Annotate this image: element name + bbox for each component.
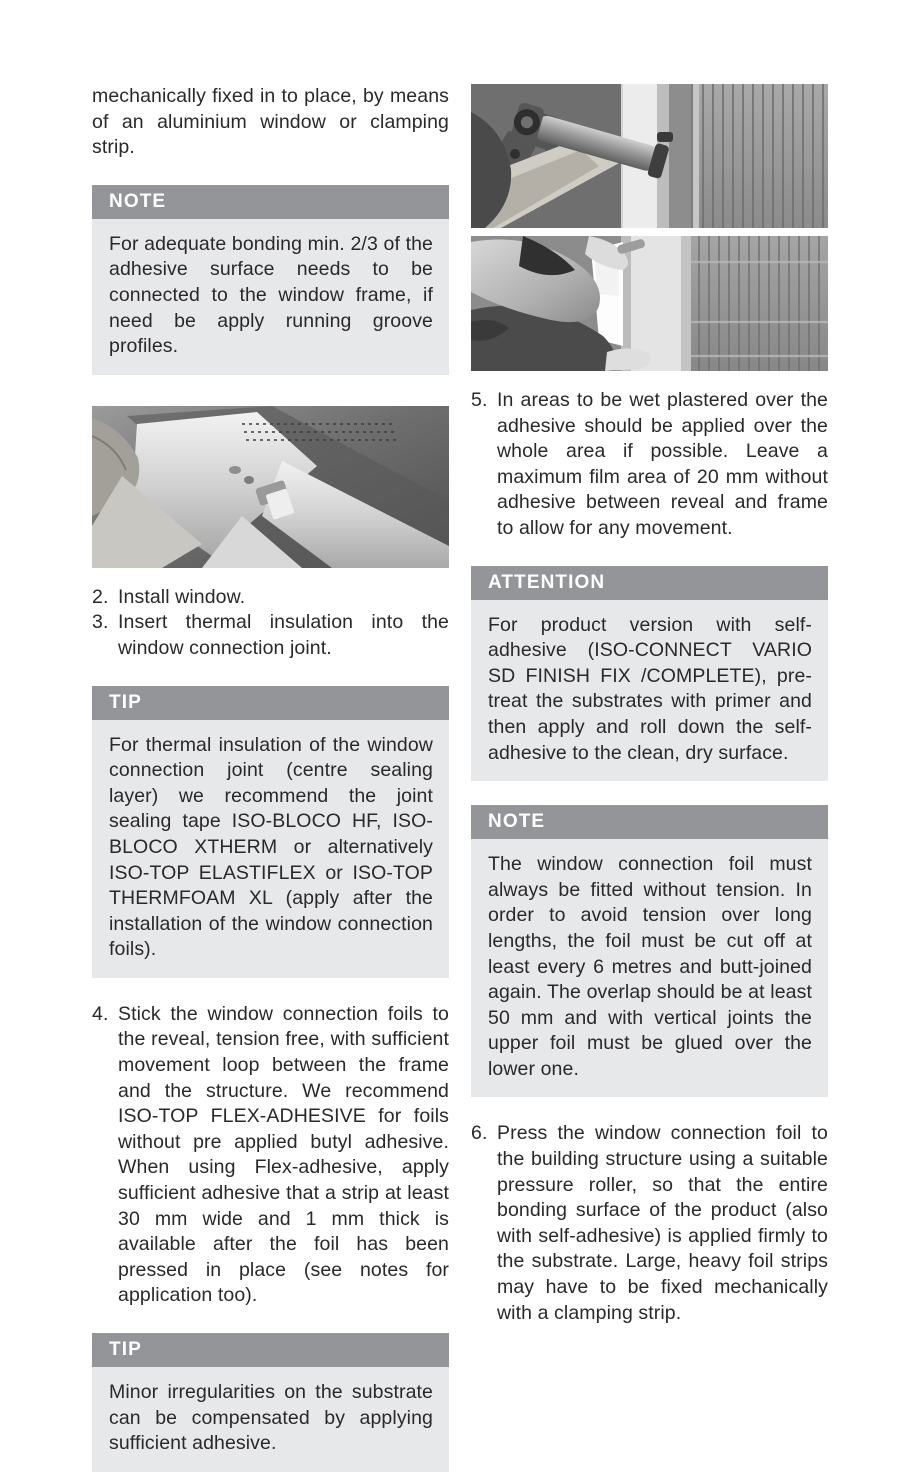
note-callout-right <box>471 805 828 1097</box>
callout-title: TIP <box>109 1339 142 1360</box>
spacer <box>471 1097 828 1121</box>
callout-body <box>92 1367 449 1472</box>
spacer <box>92 161 449 185</box>
list-number: 3. <box>92 611 109 634</box>
list-text: Install window. <box>118 585 246 608</box>
spacer <box>92 1309 449 1333</box>
spacer <box>92 375 449 406</box>
spacer <box>92 978 449 1002</box>
list-item <box>92 585 449 611</box>
callout-header <box>471 566 828 600</box>
callout-text: For product version with self-adhesive (ISO-CONNECT VARIO SD FINISH FIX /COMPLETE), pre-treat the substrates with primer and then apply and roll down the self-adhesive to the clean, dry surface. <box>488 613 812 764</box>
callout-body <box>92 720 449 978</box>
list-number: 6. <box>471 1122 488 1145</box>
callout-body <box>92 219 449 375</box>
spacer <box>471 371 828 388</box>
photo-tool-fixing-frame <box>471 84 828 228</box>
spacer <box>471 228 828 236</box>
callout-header <box>92 686 449 720</box>
callout-title: NOTE <box>488 811 546 833</box>
photo-window-frame-corner-graphic <box>92 406 449 568</box>
note-callout-left <box>92 185 449 375</box>
left-column <box>92 84 449 1472</box>
callout-body <box>471 839 828 1097</box>
list-item <box>471 1121 828 1326</box>
spacer <box>92 568 449 585</box>
callout-text: Minor irregularities on the substrate can be compensated by applying sufficient adhesive. <box>109 1381 433 1455</box>
list-text: Stick the window connection foils to the reveal, tension free, with sufficient movement loop between the frame and the structure. We recommend ISO-TOP FLEX-ADHESIVE for foils without pre applied butyl adhesive. When using Flex-adhesive, apply sufficient adhesive that a strip at least 30 mm wide and 1 mm thick is available after the foil has been pressed in place (see notes for application too). <box>118 1002 449 1307</box>
spacer <box>471 781 828 805</box>
list-item <box>92 610 449 661</box>
continuation-paragraph: mechanically fixed in to place, by means of an aluminium window or clamping strip. <box>92 85 449 159</box>
photo-worker-applying <box>471 236 828 371</box>
callout-header <box>92 1333 449 1367</box>
list-number: 2. <box>92 585 109 608</box>
spacer <box>92 662 449 686</box>
list-item <box>92 1002 449 1309</box>
callout-text: The window connection foil must always be fitted without tension. In order to avoid tension over long lengths, the foil must be cut off at least every 6 metres and butt-joined again. The overlap should be at least 50 mm and with vertical joints the upper foil must be glued over the lower one. <box>488 853 812 1080</box>
list-text: Insert thermal insulation into the window connection joint. <box>118 611 449 659</box>
photo-tool-fixing-frame-graphic <box>471 84 828 228</box>
callout-header <box>92 185 449 219</box>
callout-title: ATTENTION <box>488 571 606 593</box>
callout-body <box>471 600 828 782</box>
photo-worker-applying-graphic <box>471 236 828 371</box>
list-text: Press the window connection foil to the building structure using a suitable pressure roller, so that the entire bonding surface of the product (also with self-adhesive) is applied firmly to the substrate. Large, heavy foil strips may have to be fixed mechanically with a clamping strip. <box>497 1122 828 1324</box>
callout-text: For adequate bonding min. 2/3 of the adhesive surface needs to be connected to the window frame, if need be apply running groove profiles. <box>109 232 433 358</box>
tip-callout-thermal-insulation <box>92 686 449 978</box>
callout-header <box>471 805 828 839</box>
callout-text: For thermal insulation of the window connection joint (centre sealing layer) we recommend the joint sealing tape ISO-BLOCO HF, ISO-BLOCO XTHERM or alternatively ISO-TOP ELASTIFLEX or ISO-TOP THERMFOAM XL (apply after the installation of the window connection foils). <box>109 733 433 961</box>
callout-title: NOTE <box>109 190 167 212</box>
two-column-layout <box>92 84 828 1472</box>
list-number: 4. <box>92 1002 109 1025</box>
attention-callout <box>471 566 828 782</box>
list-item <box>471 388 828 542</box>
photo-window-frame-corner <box>92 406 449 568</box>
spacer <box>471 542 828 566</box>
list-number: 5. <box>471 389 488 411</box>
tip-callout-substrate <box>92 1333 449 1472</box>
callout-title: TIP <box>109 691 142 713</box>
list-text: In areas to be wet plastered over the adhesive should be applied over the whole area if possible. Leave a maximum film area of 20 mm without adhesive between reveal and frame to allow for any movement. <box>497 389 828 539</box>
right-column <box>471 84 828 1472</box>
